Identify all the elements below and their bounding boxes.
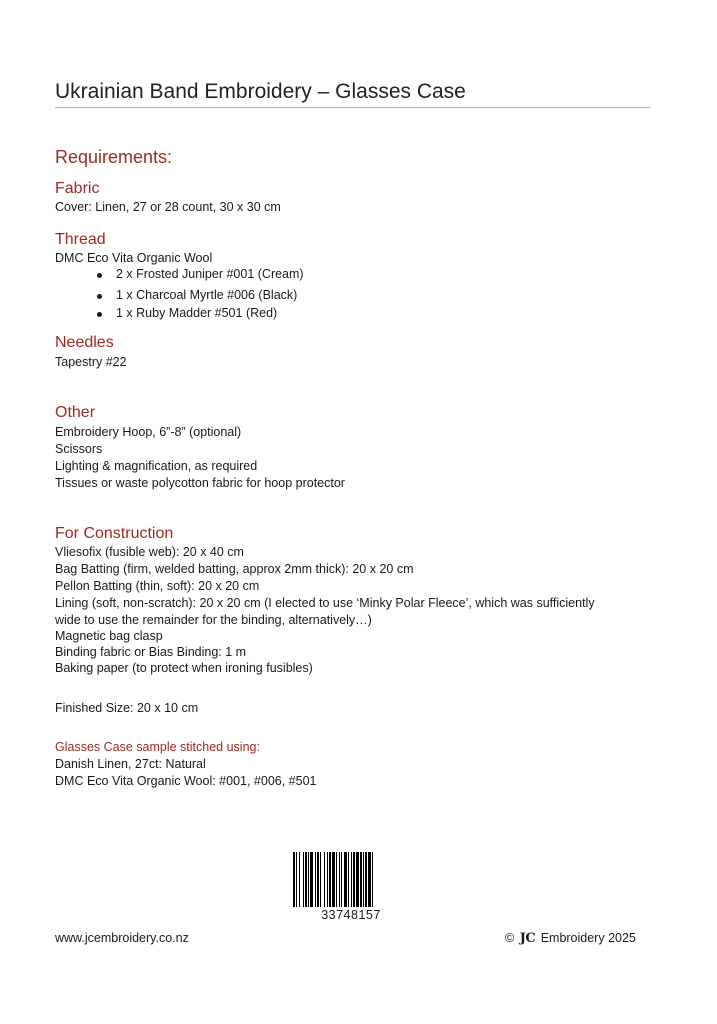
other-heading: Other	[55, 404, 96, 421]
page-title: Ukrainian Band Embroidery – Glasses Case	[55, 80, 466, 103]
construction-item: Magnetic bag clasp	[55, 629, 163, 643]
barcode-bar	[329, 852, 331, 907]
barcode-bar	[368, 852, 371, 907]
construction-item: Binding fabric or Bias Binding: 1 m	[55, 645, 247, 659]
barcode-bar	[303, 852, 304, 907]
bullet-icon	[97, 294, 102, 299]
bullet-icon	[97, 312, 102, 317]
barcode-bar	[299, 852, 300, 907]
thread-item-text: 1 x Ruby Madder #501 (Red)	[116, 306, 278, 320]
barcode-bar	[324, 852, 325, 907]
website-link[interactable]: www.jcembroidery.co.nz	[55, 931, 189, 945]
finished-size: Finished Size: 20 x 10 cm	[55, 701, 199, 715]
copyright-symbol: ©	[505, 931, 515, 945]
barcode-bar	[353, 852, 355, 907]
barcode-bar	[336, 852, 337, 907]
barcode-bar	[327, 852, 328, 907]
barcode-bar	[305, 852, 307, 907]
construction-item: Vliesofix (fusible web): 20 x 40 cm	[55, 545, 244, 559]
barcode-bar	[308, 852, 309, 907]
barcode-bar	[360, 852, 362, 907]
thread-heading: Thread	[55, 231, 106, 248]
needles-text: Tapestry #22	[55, 355, 127, 369]
title-divider	[55, 107, 650, 108]
construction-item: Bag Batting (firm, welded batting, approx 2mm thick): 20 x 20 cm	[55, 562, 414, 576]
barcode-bar	[348, 852, 349, 907]
thread-item-text: 1 x Charcoal Myrtle #006 (Black)	[116, 288, 298, 302]
barcode-number: 33748157	[321, 908, 381, 922]
requirements-heading: Requirements:	[55, 147, 173, 167]
barcode-icon	[293, 852, 409, 907]
other-item: Scissors	[55, 442, 103, 456]
bullet-icon	[97, 273, 102, 278]
fabric-heading: Fabric	[55, 180, 100, 197]
sample-heading: Glasses Case sample stitched using:	[55, 740, 260, 754]
barcode-bar	[317, 852, 319, 907]
needles-heading: Needles	[55, 334, 114, 351]
footer-copyright	[505, 931, 636, 946]
footer-copyright-text: Embroidery 2025	[540, 931, 636, 945]
barcode-bar	[296, 852, 297, 907]
barcode-bar	[332, 852, 335, 907]
barcode-bar	[320, 852, 321, 907]
sample-item: DMC Eco Vita Organic Wool: #001, #006, #501	[55, 774, 317, 788]
barcode-bar	[310, 852, 313, 907]
construction-heading: For Construction	[55, 525, 174, 542]
construction-item: Pellon Batting (thin, soft): 20 x 20 cm	[55, 579, 260, 593]
jc-logo: JC	[519, 931, 536, 946]
barcode-bar	[351, 852, 352, 907]
barcode-bar	[365, 852, 367, 907]
barcode-bar	[363, 852, 364, 907]
sample-item: Danish Linen, 27ct: Natural	[55, 757, 206, 771]
barcode-bar	[315, 852, 316, 907]
construction-item: Baking paper (to protect when ironing fusibles)	[55, 661, 313, 675]
fabric-text: Cover: Linen, 27 or 28 count, 30 x 30 cm	[55, 200, 281, 214]
barcode-bar	[341, 852, 342, 907]
barcode-bar	[372, 852, 373, 907]
barcode-bar	[293, 852, 295, 907]
other-item: Tissues or waste polycotton fabric for hoop protector	[55, 476, 345, 490]
construction-item: Lining (soft, non-scratch): 20 x 20 cm (I elected to use ‘Minky Polar Fleece’, which was sufficiently	[55, 596, 595, 610]
barcode-bar	[356, 852, 359, 907]
other-item: Embroidery Hoop, 6”-8” (optional)	[55, 425, 242, 439]
thread-intro: DMC Eco Vita Organic Wool	[55, 251, 213, 265]
barcode-bar	[339, 852, 340, 907]
thread-item-text: 2 x Frosted Juniper #001 (Cream)	[116, 267, 304, 281]
other-item: Lighting & magnification, as required	[55, 459, 258, 473]
barcode-bar	[344, 852, 347, 907]
construction-item: wide to use the remainder for the binding, alternatively…)	[55, 613, 372, 627]
